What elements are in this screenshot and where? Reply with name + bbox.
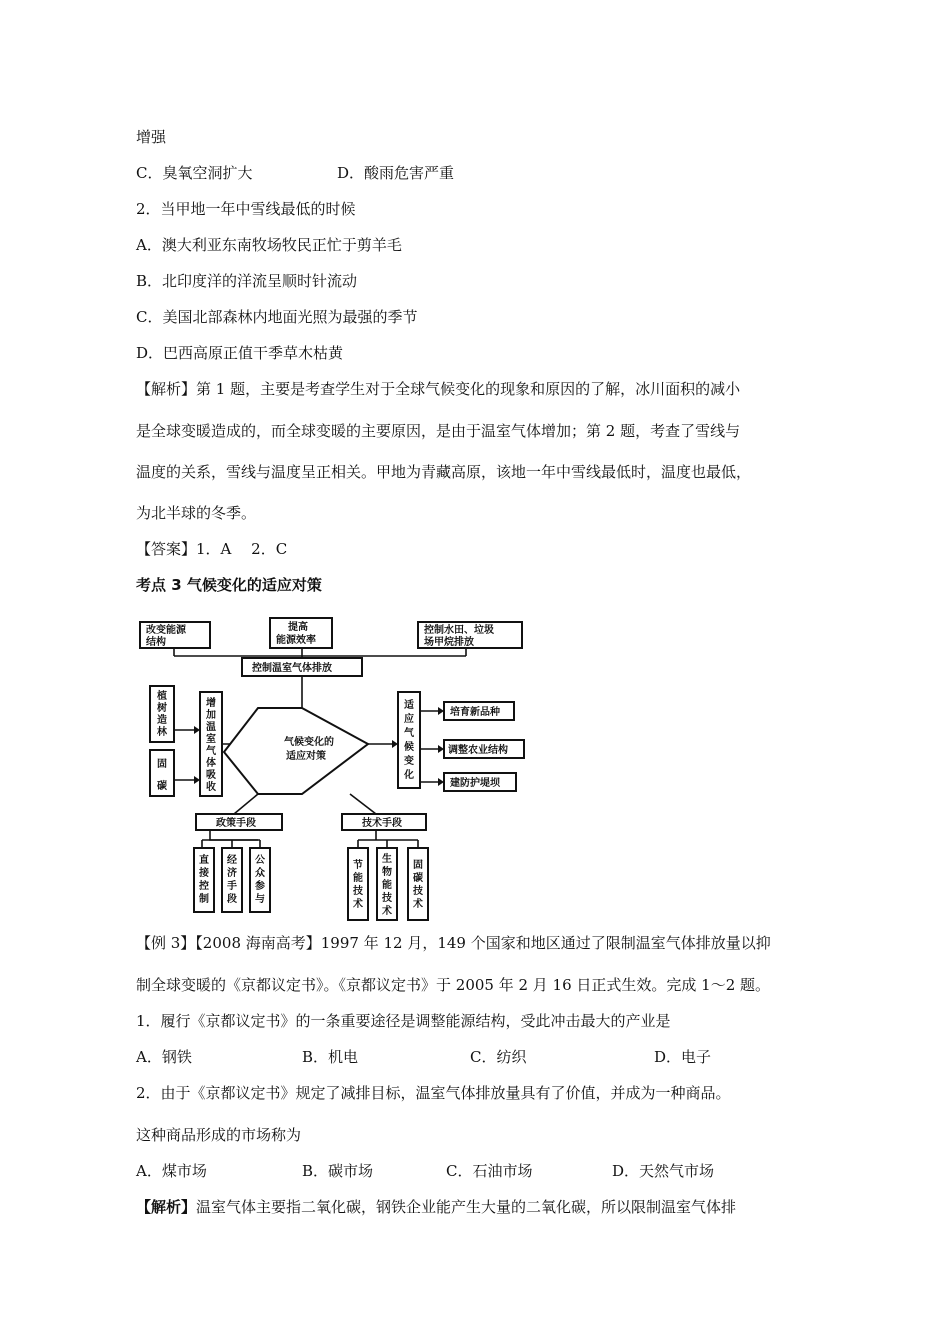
label: 手 <box>227 881 237 892</box>
label: 适 <box>404 700 414 711</box>
label: 适应对策 <box>286 751 326 762</box>
example-line: 制全球变暖的《京都议定书》。《京都议定书》于 2005 年 2 月 16 日正式生效。完成 1～2 题。 <box>136 976 771 994</box>
label: 树 <box>157 703 167 714</box>
example-line: 【例 3】【2008 海南高考】1997 年 12 月，149 个国家和地区通过了限制温室气体排放量以抑 <box>136 934 771 952</box>
label: 收 <box>206 782 216 793</box>
label: 济 <box>227 868 237 879</box>
q1-option-c: C．臭氧空洞扩大 <box>136 164 253 182</box>
label: 术 <box>353 899 363 910</box>
analysis-text: 温室气体主要指二氧化碳，钢铁企业能产生大量的二氧化碳，所以限制温室气体排 <box>196 1198 737 1216</box>
label: 制 <box>199 894 209 905</box>
label: 固 <box>413 860 423 871</box>
ex3-q1-option-d: D．电子 <box>654 1048 712 1066</box>
label: 技术手段 <box>362 818 402 829</box>
label: 术 <box>382 906 392 917</box>
label: 控 <box>199 881 209 892</box>
label: 化 <box>404 770 414 781</box>
label: 能 <box>353 873 363 884</box>
analysis-line: 为北半球的冬季。 <box>136 504 257 522</box>
label: 能源效率 <box>276 635 316 646</box>
label: 变 <box>404 756 414 767</box>
label: 气 <box>404 728 414 739</box>
label: 固 <box>157 759 167 770</box>
analysis-line: 【解析】第 1 题，主要是考查学生对于全球气候变化的现象和原因的了解，冰川面积的减小 <box>136 380 741 398</box>
label: 段 <box>227 894 237 905</box>
text-line: 增强 <box>136 128 167 146</box>
ex3-q1-option-c: C．纺织 <box>470 1048 527 1066</box>
adaptation-diagram <box>136 612 528 928</box>
connector <box>350 794 376 814</box>
ex3-q2-option-d: D．天然气市场 <box>612 1162 715 1180</box>
label: 植 <box>157 691 167 702</box>
label: 气 <box>206 746 216 757</box>
label: 场甲烷排放 <box>424 637 474 648</box>
label: 候 <box>404 742 414 753</box>
label: 众 <box>255 868 265 879</box>
label: 气候变化的 <box>284 737 334 748</box>
analysis-line: 温度的关系，雪线与温度呈正相关。甲地为青藏高原，该地一年中雪线最低时，温度也最低， <box>136 463 752 481</box>
label: 能 <box>382 880 392 891</box>
label: 结构 <box>146 637 166 648</box>
example-question-2: 2．由于《京都议定书》规定了减排目标，温室气体排放量具有了价值，并成为一种商品。 <box>136 1084 731 1102</box>
label: 调整农业结构 <box>448 745 508 756</box>
analysis-line: 是全球变暖造成的，而全球变暖的主要原因，是由于温室气体增加；第 2 题，考查了雪线与 <box>136 422 741 440</box>
label: 接 <box>199 868 209 879</box>
label: 体 <box>206 758 216 769</box>
label: 增 <box>206 698 216 709</box>
label: 建防护堤坝 <box>450 778 500 789</box>
label: 碳 <box>157 781 167 792</box>
ex3-q2-option-b: B．碳市场 <box>302 1162 374 1180</box>
label: 技 <box>413 886 423 897</box>
label: 控制水田、垃圾 <box>424 625 494 636</box>
label: 应 <box>404 714 414 725</box>
label: 与 <box>255 894 265 905</box>
section-heading: 考点 3 气候变化的适应对策 <box>136 576 322 594</box>
label: 控制温室气体排放 <box>252 663 332 674</box>
ex3-q1-option-a: A．钢铁 <box>136 1048 192 1066</box>
label: 温 <box>206 722 216 733</box>
label: 技 <box>382 893 392 904</box>
q2-option-d: D．巴西高原正值干季草木枯黄 <box>136 344 344 362</box>
example-question-1: 1．履行《京都议定书》的一条重要途径是调整能源结构，受此冲击最大的产业是 <box>136 1012 671 1030</box>
q2-title: 2．当甲地一年中雪线最低的时候 <box>136 200 356 218</box>
q2-option-b: B．北印度洋的洋流呈顺时针流动 <box>136 272 358 290</box>
label: 提高 <box>288 622 308 633</box>
analysis-label: 【解析】 <box>136 1198 197 1216</box>
ex3-q2-option-a: A．煤市场 <box>136 1162 207 1180</box>
label: 技 <box>353 886 363 897</box>
label: 造 <box>157 715 167 726</box>
example-question-2: 这种商品形成的市场称为 <box>136 1126 302 1144</box>
label: 参 <box>255 881 265 892</box>
label: 吸 <box>206 770 216 781</box>
connector <box>210 830 258 840</box>
label: 碳 <box>413 873 423 884</box>
label: 物 <box>382 867 392 878</box>
label: 政策手段 <box>216 818 256 829</box>
label: 培育新品种 <box>450 707 500 718</box>
label: 室 <box>206 734 216 745</box>
label: 节 <box>353 860 363 871</box>
q2-option-a: A．澳大利亚东南牧场牧民正忙于剪羊毛 <box>136 236 402 254</box>
label: 林 <box>157 727 167 738</box>
ex3-q1-option-b: B．机电 <box>302 1048 359 1066</box>
label: 生 <box>382 854 392 865</box>
label: 经 <box>227 855 237 866</box>
connector <box>234 794 258 814</box>
label: 直 <box>199 855 209 866</box>
q1-option-d: D．酸雨危害严重 <box>337 164 455 182</box>
label: 改变能源 <box>146 625 186 636</box>
label: 加 <box>206 710 216 721</box>
answer-line: 【答案】1．A 2．C <box>136 540 288 558</box>
label: 公 <box>255 855 265 866</box>
analysis-line <box>136 1197 736 1217</box>
q2-option-c: C．美国北部森林内地面光照为最强的季节 <box>136 308 418 326</box>
label: 术 <box>413 899 423 910</box>
ex3-q2-option-c: C．石油市场 <box>446 1162 533 1180</box>
